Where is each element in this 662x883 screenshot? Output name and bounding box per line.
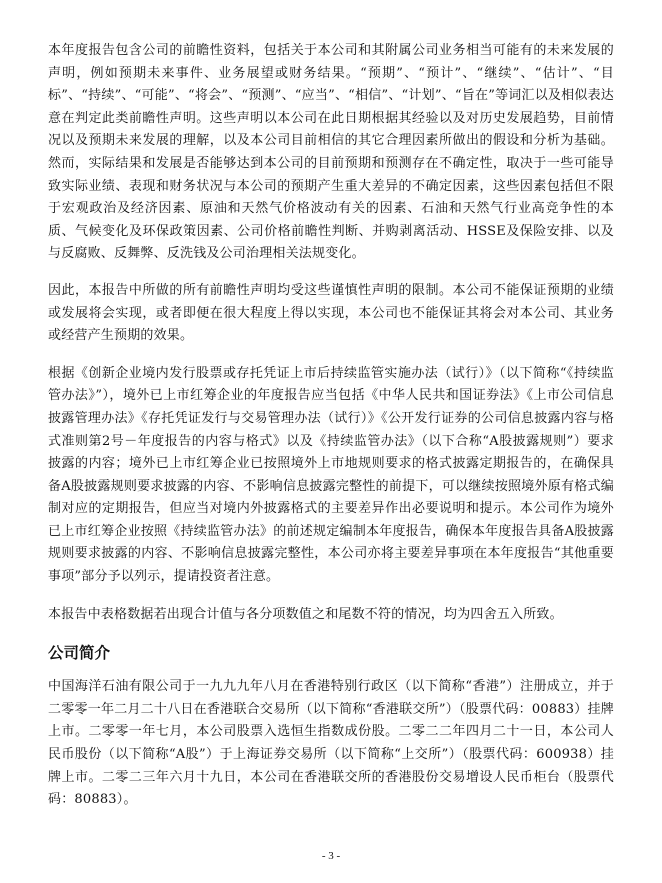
disclosure-rules-paragraph: 根据《创新企业境内发行股票或存托凭证上市后持续监管实施办法（试行）》（以下简称“《持续监管办法》”），境外已上市红筹企业的年度报告应当包括《中华人民共和国证券法》《上市公司信息披露管理办法》《存托凭证发行与交易管理办法（试行）》《公开发行证券的公司信息披露内容与格式准则第2号－年度报告的内容与格式》以及《持续监管办法》（以下合称“A股披露规则”）要求披露的内容；境外已上市红筹企业已按照境外上市地规则要求的格式披露定期报告的，在确保具备A股披露规则要求披露的内容、不影响信息披露完整性的前提下，可以继续按照境外原有格式编制对应的定期报告，但应当对境内外披露格式的主要差异作出必要说明和提示。本公司作为境外已上市红筹企业按照《持续监管办法》的前述规定编制本年度报告，确保本年度报告具备A股披露规则要求披露的内容、不影响信息披露完整性，本公司亦将主要差异事项在本年度报告“其他重要事项”部分予以列示，提请投资者注意。: [48, 365, 614, 585]
document-page: [48, 40, 614, 812]
page-number: - 3 -: [321, 850, 341, 862]
rounding-note-paragraph: 本报告中表格数据若出现合计值与各分项数值之和尾数不符的情况，均为四舍五入所致。: [48, 606, 563, 622]
forward-looking-statement-paragraph: 本年度报告包含公司的前瞻性资料，包括关于本公司和其附属公司业务相当可能有的未来发展的声明，例如预期未来事件、业务展望或财务结果。“预期”、“预计”、“继续”、“估计”、“目标”、“持续”、“可能”、“将会”、“预测”、“应当”、“相信”、“计划”、“旨在”等词汇以及相似表达意在判定此类前瞻性声明。这些声明以本公司在此日期根据其经验以及对历史发展趋势，目前情况以及预期未来发展的理解，以及本公司目前相信的其它合理因素所做出的假设和分析为基础。然而，实际结果和发展是否能够达到本公司的目前预期和预测存在不确定性，取决于一些可能导致实际业绩、表现和财务状况与本公司的预期产生重大差异的不确定因素，这些因素包括但不限于宏观政治及经济因素、原油和天然气价格波动有关的因素、石油和天然气行业高竞争性的本质、气候变化及环保政策因素、公司价格前瞻性判断、并购剥离活动、HSSE及保险安排、以及与反腐败、反舞弊、反洗钱及公司治理相关法规变化。: [48, 43, 614, 262]
section-heading-company-profile: 公司简介: [48, 644, 111, 663]
cautionary-statement-paragraph: 因此，本报告中所做的所有前瞻性声明均受这些谨慎性声明的限制。本公司不能保证预期的业绩或发展将会实现，或者即便在很大程度上得以实现，本公司也不能保证其将会对本公司、其业务或经营产生预期的效果。: [48, 282, 614, 344]
company-profile-paragraph: 中国海洋石油有限公司于一九九九年八月在香港特别行政区（以下简称“香港”）注册成立，并于二零零一年二月二十八日在香港联合交易所（以下简称“香港联交所”）（股票代码：00883）挂牌上市。二零零一年七月，本公司股票入选恒生指数成份股。二零二二年四月二十一日，本公司人民币股份（以下简称“A股”）于上海证券交易所（以下简称“上交所”）（股票代码：600938）挂牌上市。二零二三年六月十九日，本公司在香港联交所的香港股份交易增设人民币柜台（股票代码：80883）。: [48, 679, 614, 808]
